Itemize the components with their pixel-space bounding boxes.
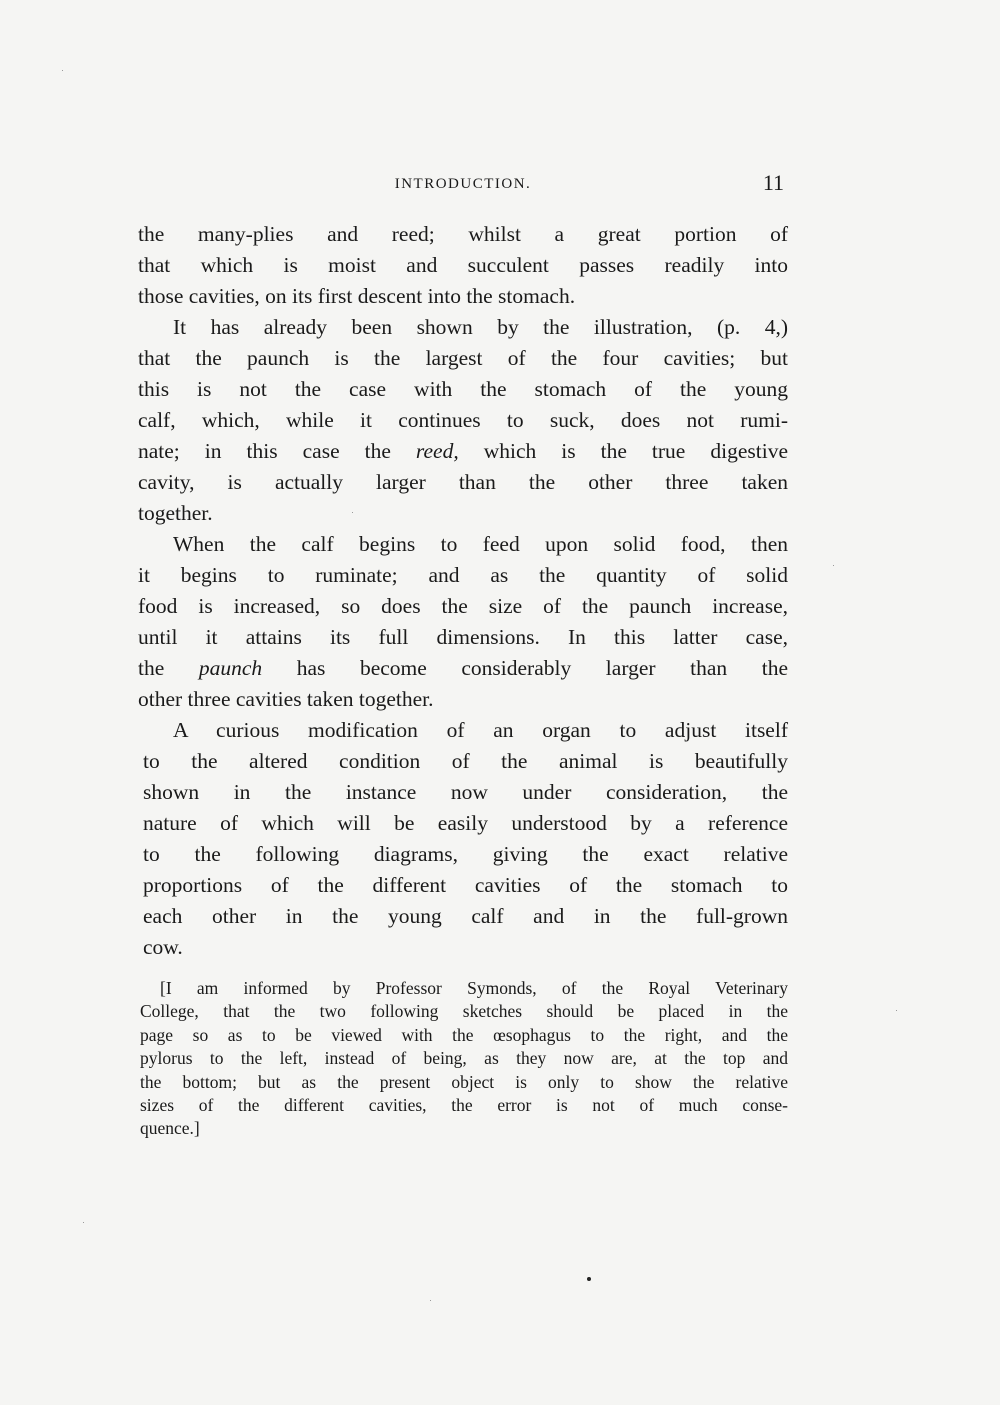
text-line: calf, which, while it continues to suck, does not rumi-	[138, 408, 788, 432]
text-run: the	[138, 656, 199, 680]
text-line: food is increased, so does the size of the paunch increase,	[138, 594, 788, 618]
body-text	[138, 219, 788, 963]
scan-speck	[896, 1010, 897, 1011]
footnote-line: pylorus to the left, instead of being, as they now are, at the top and	[140, 1048, 788, 1069]
text-line	[138, 653, 788, 684]
italic-term: paunch	[198, 656, 263, 680]
text-line: together.	[138, 501, 213, 525]
text-line: that the paunch is the largest of the four cavities; but	[138, 346, 788, 370]
footnote	[140, 977, 788, 1141]
text-line: cow.	[143, 935, 183, 959]
text-line: it begins to ruminate; and as the quantity of solid	[138, 563, 788, 587]
text-line: this is not the case with the stomach of the young	[138, 377, 788, 401]
text-line: to the following diagrams, giving the exact relative	[143, 842, 788, 866]
text-line: When the calf begins to feed upon solid food, then	[173, 532, 788, 556]
text-line: It has already been shown by the illustration, (p. 4,)	[173, 315, 788, 339]
footnote-line: College, that the two following sketches should be placed in the	[140, 1001, 788, 1022]
text-line: shown in the instance now under consideration, the	[143, 780, 788, 804]
scan-speck	[352, 512, 353, 513]
text-run: has become considerably larger than the	[262, 656, 788, 680]
page-header	[138, 170, 788, 202]
scan-speck	[833, 565, 834, 566]
scan-speck	[62, 70, 63, 71]
italic-term: reed,	[415, 439, 459, 463]
footnote-line: page so as to be viewed with the œsophagus to the right, and the	[140, 1024, 788, 1045]
text-run: nate; in this case the	[138, 439, 416, 463]
ink-dot	[587, 1277, 591, 1281]
text-line: cavity, is actually larger than the other three taken	[138, 470, 788, 494]
text-line: to the altered condition of the animal is beautifully	[143, 749, 788, 773]
text-line: other three cavities taken together.	[138, 687, 434, 711]
text-line: proportions of the different cavities of the stomach to	[143, 873, 788, 897]
scan-speck	[83, 1222, 84, 1223]
text-line: the many-plies and reed; whilst a great portion of	[138, 222, 788, 246]
running-head: INTRODUCTION.	[394, 176, 532, 192]
text-line: A curious modification of an organ to adjust itself	[173, 718, 788, 742]
text-line: until it attains its full dimensions. In this latter case,	[138, 625, 788, 649]
text-line: nature of which will be easily understood by a reference	[143, 811, 788, 835]
footnote-line: [I am informed by Professor Symonds, of the Royal Veterinary	[160, 978, 788, 998]
footnote-line: sizes of the different cavities, the error is not of much conse-	[140, 1094, 788, 1115]
text-line: each other in the young calf and in the full-grown	[143, 904, 788, 928]
text-line: those cavities, on its first descent into the stomach.	[138, 284, 576, 308]
text-line: that which is moist and succulent passes readily into	[138, 253, 788, 277]
page-number: 11	[762, 170, 784, 195]
text-line	[138, 436, 788, 467]
text-run: which is the true digestive	[458, 439, 788, 463]
footnote-line: the bottom; but as the present object is only to show the relative	[140, 1071, 788, 1092]
footnote-line: quence.]	[140, 1118, 200, 1139]
scan-speck	[430, 1300, 431, 1301]
